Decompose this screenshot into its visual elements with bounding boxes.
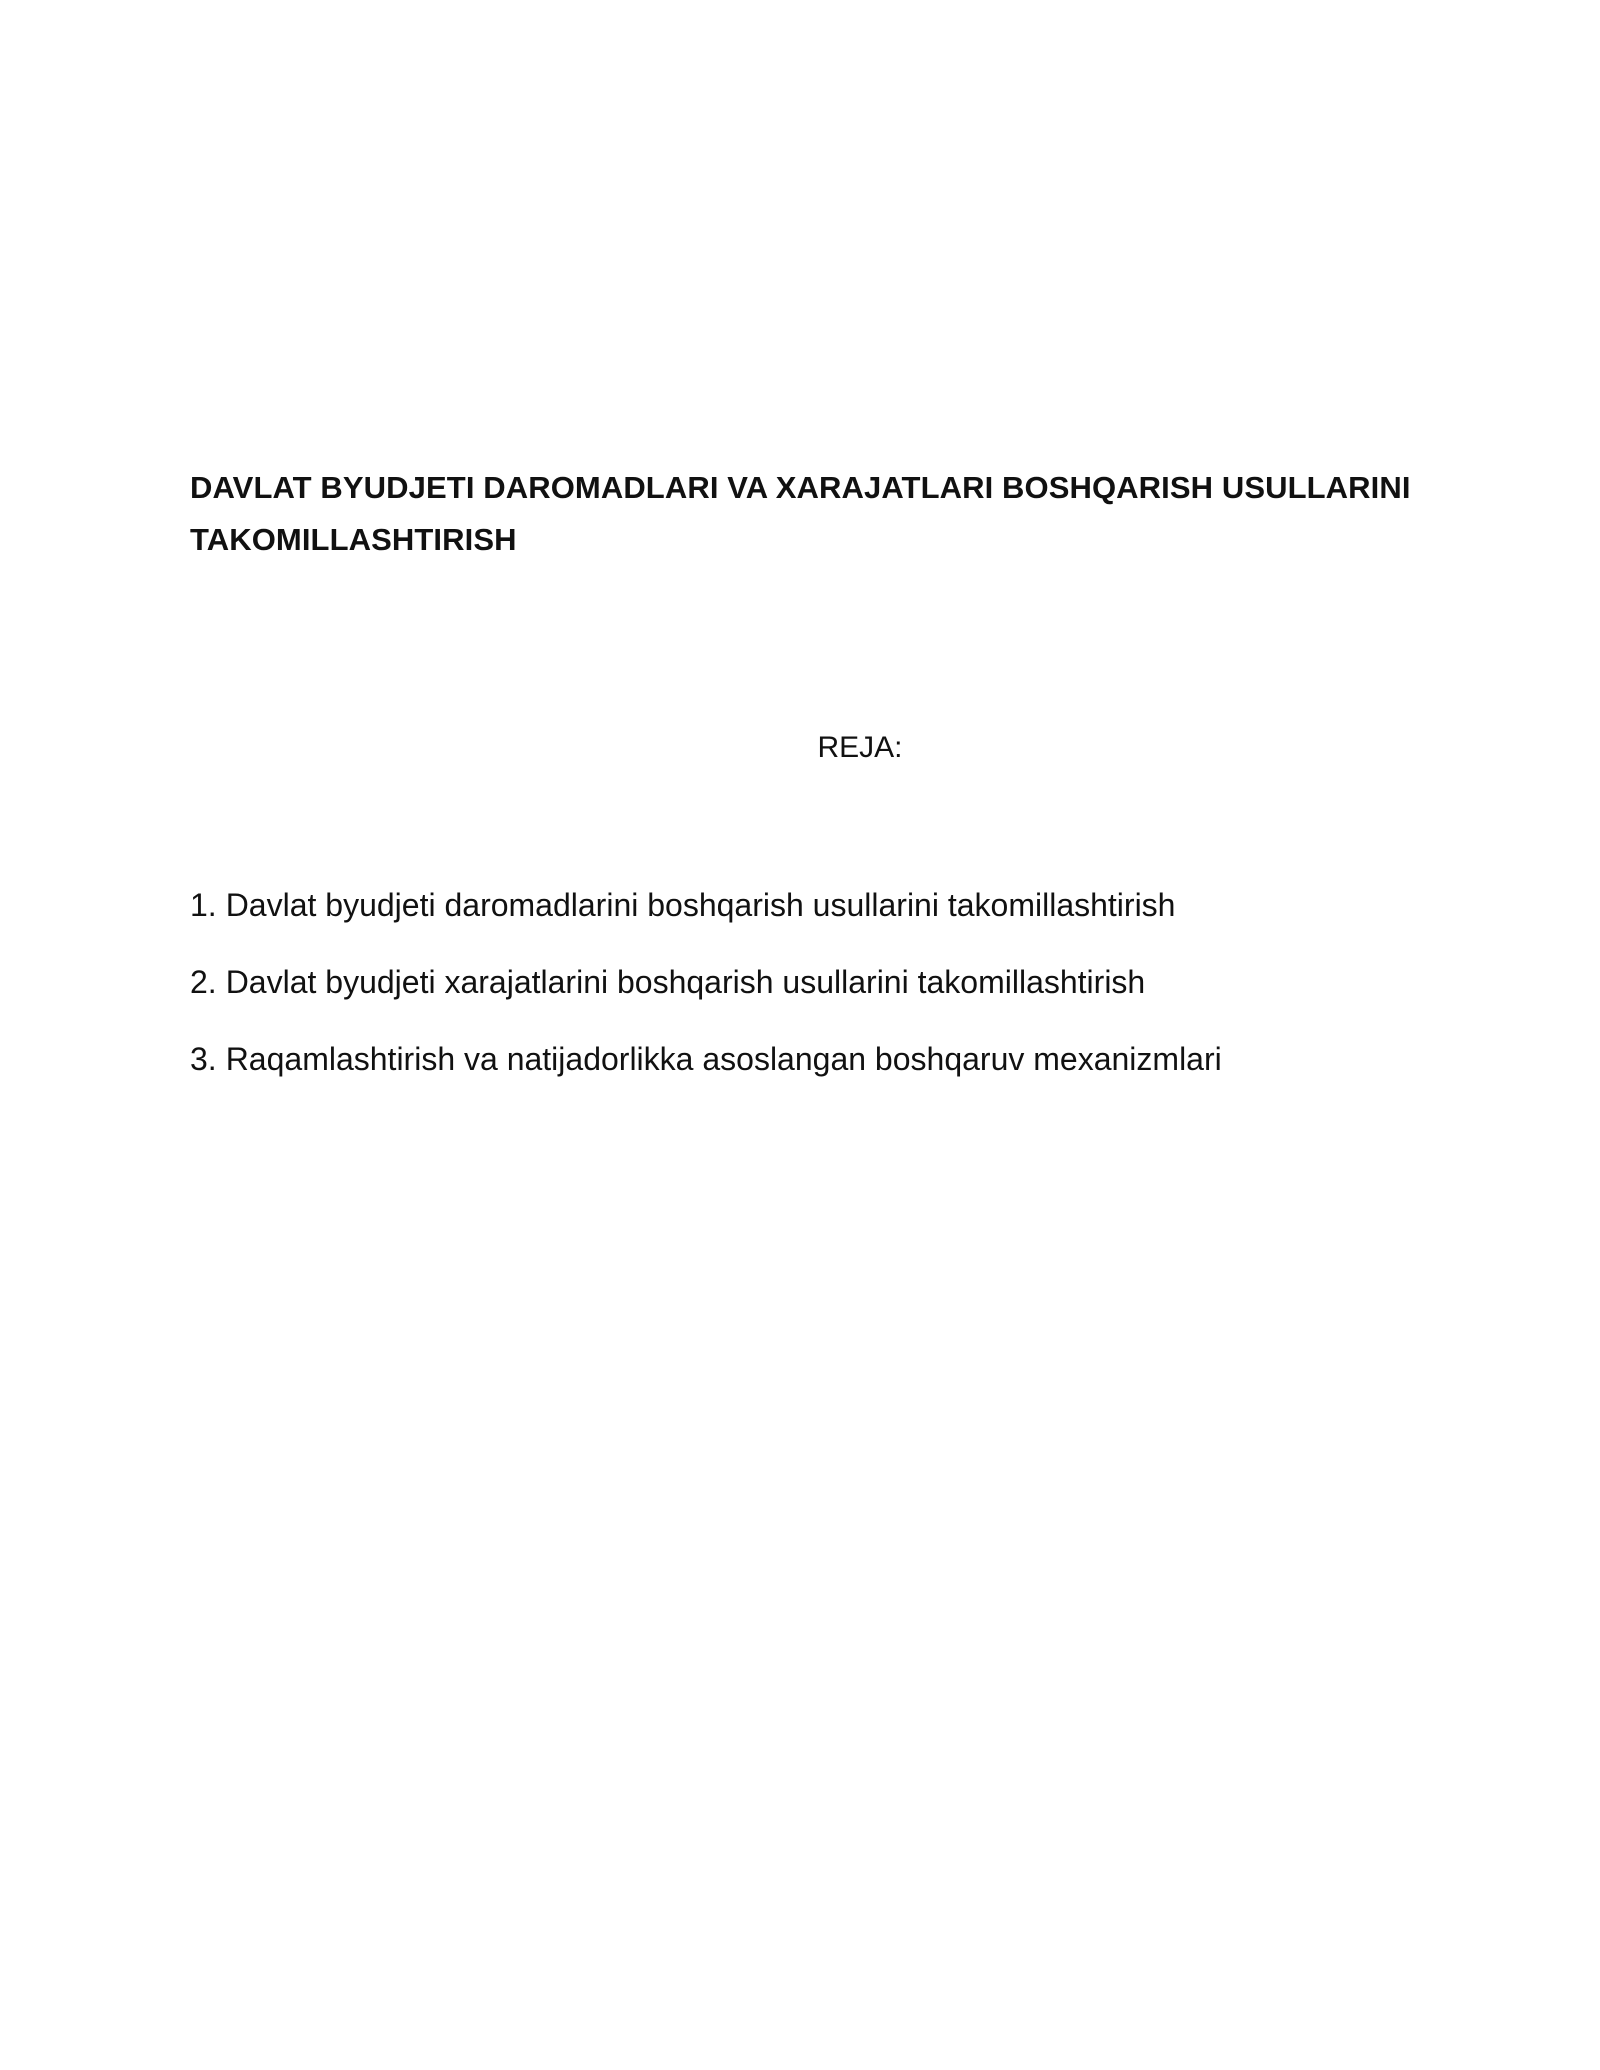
plan-item-number: 2. xyxy=(190,964,217,1000)
plan-item-text: Raqamlashtirish va natijadorlikka asoslangan boshqaruv mexanizmlari xyxy=(225,1041,1222,1077)
title-line-2: TAKOMILLASHTIRISH xyxy=(190,522,517,557)
plan-item-3 xyxy=(190,1039,1222,1079)
plan-item-2 xyxy=(190,962,1222,1002)
plan-item-number: 1. xyxy=(190,887,217,923)
plan-item-number: 3. xyxy=(190,1041,217,1077)
plan-item-1 xyxy=(190,885,1222,925)
plan-item-text: Davlat byudjeti xarajatlarini boshqarish usullarini takomillashtirish xyxy=(225,964,1146,1000)
document-title xyxy=(190,462,1430,566)
plan-list xyxy=(190,885,1222,1116)
plan-heading: REJA: xyxy=(817,731,903,764)
plan-item-text: Davlat byudjeti daromadlarini boshqarish usullarini takomillashtirish xyxy=(225,887,1176,923)
title-line-1: DAVLAT BYUDJETI DAROMADLARI VA XARAJATLARI BOSHQARISH USULLARINI xyxy=(190,470,1411,505)
